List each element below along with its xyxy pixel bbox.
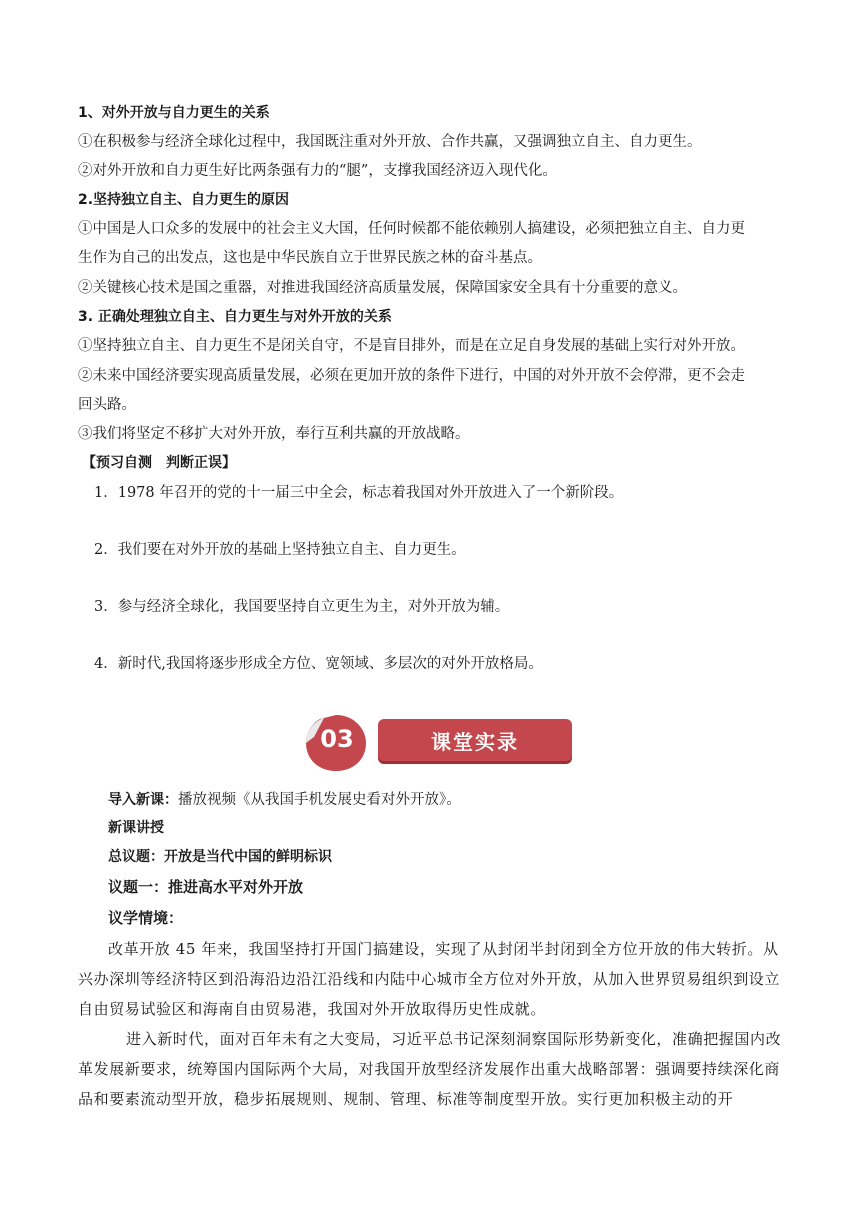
banner-number: 03 (320, 725, 354, 753)
section-banner (304, 713, 576, 775)
section-2-point-2: ②关键核心技术是国之重器，对推进我国经济高质量发展，保障国家安全具有十分重要的意义。 (78, 280, 687, 296)
quiz-item: 4．新时代,我国将逐步形成全方位、宽领域、多层次的对外开放格局。 (94, 656, 543, 672)
section-2-title: 2.坚持独立自主、自力更生的原因 (78, 192, 290, 208)
section-1-point-1: ①在积极参与经济全球化过程中，我国既注重对外开放、合作共赢，又强调独立自主、自力更生。 (78, 134, 702, 150)
section-1-point-2: ②对外开放和自力更生好比两条强有力的“腿”，支撑我国经济迈入现代化。 (78, 163, 557, 179)
section-3-title: 3. 正确处理独立自主、自力更生与对外开放的关系 (78, 309, 392, 325)
section-3-point-2a: ②未来中国经济要实现高质量发展，必须在更加开放的条件下进行，中国的对外开放不会停滞，更不会走 (78, 368, 745, 384)
topic-1: 议题一：推进高水平对外开放 (108, 878, 304, 896)
banner-label-bar (378, 719, 572, 761)
main-topic: 总议题：开放是当代中国的鲜明标识 (108, 849, 332, 865)
section-3-point-3: ③我们将坚定不移扩大对外开放，奉行互利共赢的开放战略。 (78, 426, 470, 442)
banner-label: 课堂实录 (431, 729, 519, 754)
quiz-item: 1．1978 年召开的党的十一届三中全会，标志着我国对外开放进入了一个新阶段。 (94, 485, 624, 501)
quiz-title: 【预习自测 判断正误】 (82, 455, 236, 471)
situation-paragraph-1: 改革开放 45 年来，我国坚持打开国门搞建设，实现了从封闭半封闭到全方位开放的伟大转折。从兴办深圳等经济特区到沿海沿边沿江沿线和内陆中心城市全方位对外开放，从加入世界贸易组织到设立自由贸易试验区和海南自由贸易港，我国对外开放取得历史性成就。 (78, 940, 781, 1018)
lesson-intro (108, 790, 461, 810)
situation-paragraph-2: 进入新时代，面对百年未有之大变局，习近平总书记深刻洞察国际形势新变化，准确把握国内改革发展新要求，统筹国内国际两个大局，对我国开放型经济发展作出重大战略部署：强调要持续深化商品和要素流动型开放，稳步拓展规则、规制、管理、标准等制度型开放。实行更加积极主动的开 (78, 1030, 782, 1108)
situation-heading: 议学情境： (108, 909, 184, 927)
quiz-item: 2．我们要在对外开放的基础上坚持独立自主、自力更生。 (94, 542, 466, 558)
section-2-point-1b: 生作为自己的出发点，这也是中华民族自立于世界民族之林的奋斗基点。 (78, 250, 542, 266)
section-2-point-1a: ①中国是人口众多的发展中的社会主义大国，任何时候都不能依赖别人搞建设，必须把独立自主、自力更 (78, 221, 745, 237)
section-3-point-1: ①坚持独立自主、自力更生不是闭关自守，不是盲目排外，而是在立足自身发展的基础上实行对外开放。 (78, 338, 745, 354)
intro-text: 播放视频《从我国手机发展史看对外开放》。 (178, 792, 461, 808)
new-lesson-heading: 新课讲授 (108, 820, 164, 836)
quiz-item: 3．参与经济全球化，我国要坚持自立更生为主，对外开放为辅。 (94, 599, 510, 615)
intro-label: 导入新课： (108, 792, 178, 808)
section-3-point-2b: 回头路。 (78, 397, 136, 413)
section-1-title: 1、对外开放与自力更生的关系 (78, 105, 270, 121)
